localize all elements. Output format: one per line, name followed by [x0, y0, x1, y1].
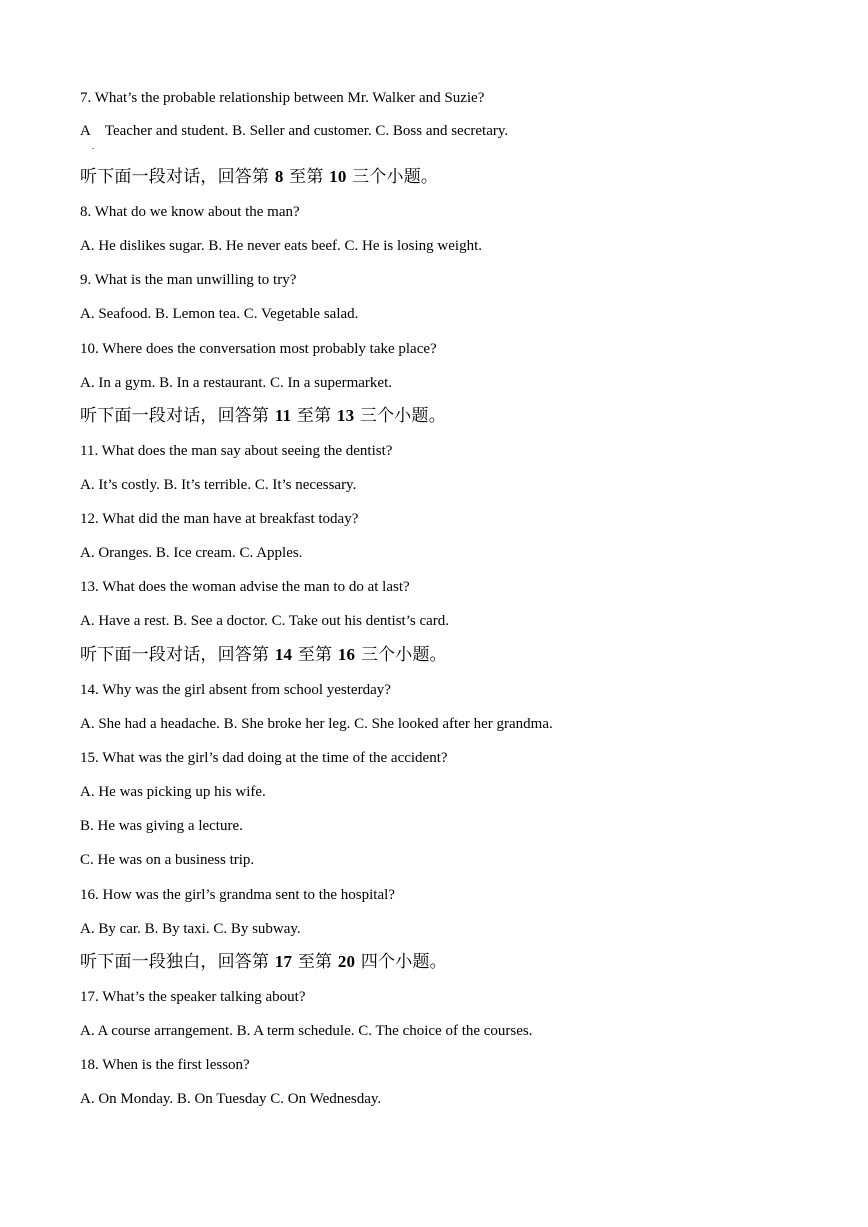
question-14-options: A. She had a headache. B. She broke her leg. C. She looked after her grandma. — [80, 716, 553, 732]
section-heading-14-16: 听下面一段对话，回答第 14 至第 16 三个小题。 — [80, 645, 447, 665]
question-18: 18. When is the first lesson? — [80, 1057, 250, 1073]
question-15-option-b: B. He was giving a lecture. — [80, 818, 243, 834]
question-9: 9. What is the man unwilling to try? — [80, 272, 297, 288]
question-7: 7. What’s the probable relationship between Mr. Walker and Suzie? — [80, 90, 485, 106]
section-heading-8-10: 听下面一段对话，回答第 8 至第 10 三个小题。 — [80, 167, 439, 187]
question-17: 17. What’s the speaker talking about? — [80, 989, 306, 1005]
question-7-options — [80, 122, 508, 140]
question-11: 11. What does the man say about seeing the dentist? — [80, 443, 393, 459]
question-12: 12. What did the man have at breakfast today? — [80, 511, 359, 527]
question-11-options: A. It’s costly. B. It’s terrible. C. It’s necessary. — [80, 477, 357, 493]
section-heading-17-20: 听下面一段独白，回答第 17 至第 20 四个小题。 — [80, 952, 447, 972]
question-10: 10. Where does the conversation most probably take place? — [80, 341, 437, 357]
question-16-options: A. By car. B. By taxi. C. By subway. — [80, 921, 301, 937]
question-16: 16. How was the girl’s grandma sent to the hospital? — [80, 887, 395, 903]
question-14: 14. Why was the girl absent from school yesterday? — [80, 682, 391, 698]
question-13: 13. What does the woman advise the man to do at last? — [80, 579, 410, 595]
options-text: Teacher and student. B. Seller and customer. C. Boss and secretary. — [104, 123, 509, 139]
question-8-options: A. He dislikes sugar. B. He never eats beef. C. He is losing weight. — [80, 238, 483, 254]
question-15-option-a: A. He was picking up his wife. — [80, 784, 266, 800]
question-10-options: A. In a gym. B. In a restaurant. C. In a supermarket. — [80, 375, 392, 391]
question-12-options: A. Oranges. B. Ice cream. C. Apples. — [80, 545, 303, 561]
question-15-option-c: C. He was on a business trip. — [80, 852, 255, 868]
question-18-options: A. On Monday. B. On Tuesday C. On Wednesday. — [80, 1091, 382, 1107]
question-9-options: A. Seafood. B. Lemon tea. C. Vegetable salad. — [80, 306, 359, 322]
question-15: 15. What was the girl’s dad doing at the time of the accident? — [80, 750, 448, 766]
option-letter: A — [80, 123, 91, 139]
question-8: 8. What do we know about the man? — [80, 204, 300, 220]
question-17-options: A. A course arrangement. B. A term schedule. C. The choice of the courses. — [80, 1023, 533, 1039]
question-13-options: A. Have a rest. B. See a doctor. C. Take out his dentist’s card. — [80, 613, 450, 629]
stray-mark: . — [92, 141, 95, 151]
section-heading-11-13: 听下面一段对话，回答第 11 至第 13 三个小题。 — [80, 406, 446, 426]
